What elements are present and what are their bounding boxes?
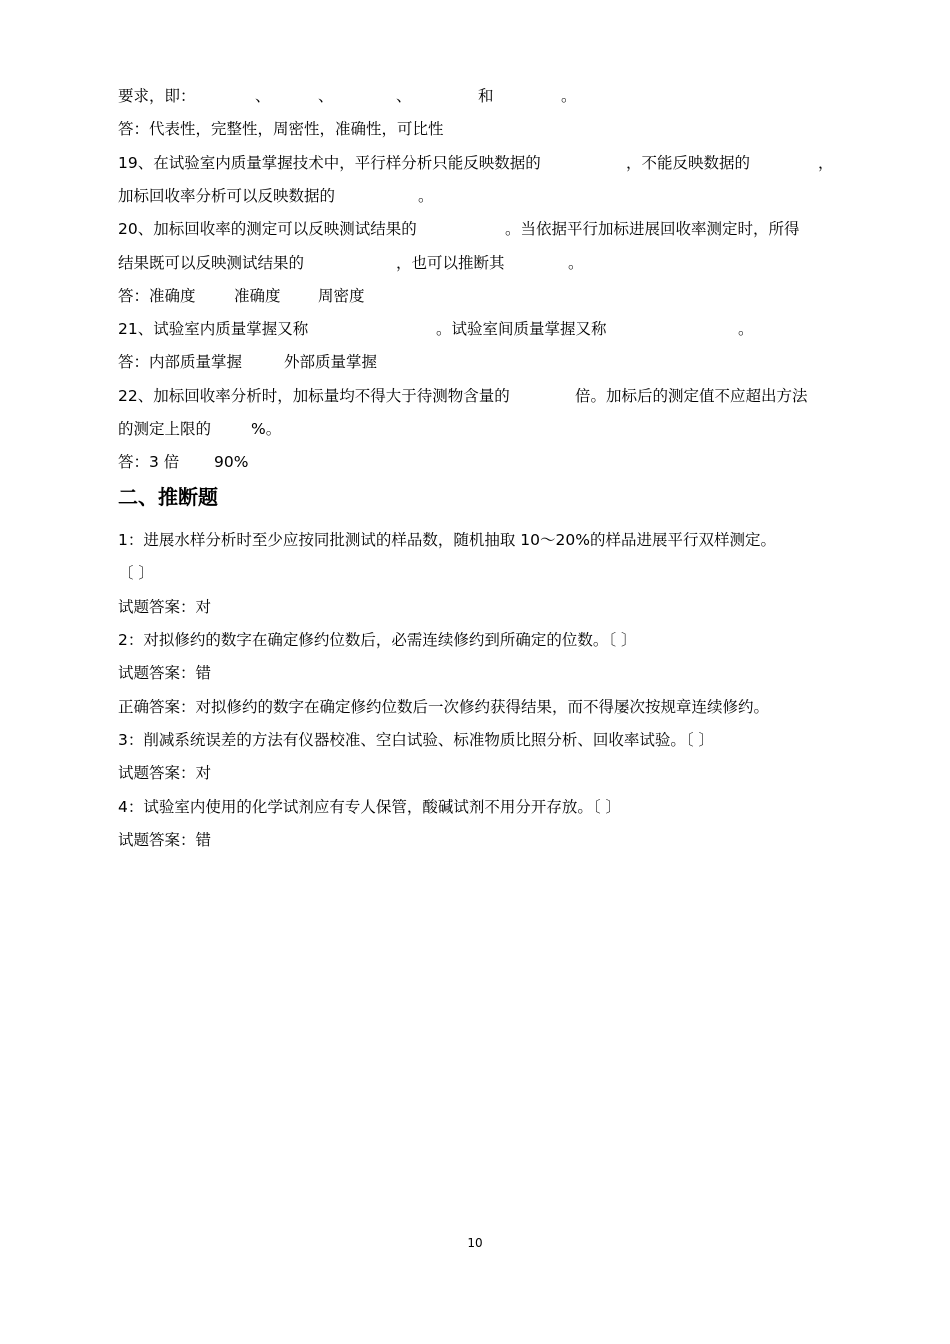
- q20-text: 。当依据平行加标进展回收率测定时，所得: [505, 220, 800, 238]
- q20-answer-1: 答：准确度: [118, 287, 196, 305]
- q21-text: 21、试验室内质量掌握又称: [118, 320, 309, 338]
- tf-bracket-1: 〔 〕: [118, 564, 154, 582]
- q22-answer-2: 90%: [214, 453, 249, 471]
- q19-text: 加标回收率分析可以反映数据的: [118, 187, 336, 205]
- tf-question-2: 2：对拟修约的数字在确定修约位数后，必需连续修约到所确定的位数。〔 〕: [118, 631, 637, 649]
- q21-answer: [118, 352, 838, 372]
- q22-text: 22、加标回收率分析时，加标量均不得大于待测物含量的: [118, 387, 510, 405]
- q21-line: [118, 319, 838, 339]
- q21-end: 。: [738, 320, 754, 338]
- section-heading: 二、推断题: [118, 485, 218, 509]
- tf-answer-4: 试题答案：错: [118, 831, 212, 849]
- q20-answer-2: 准确度: [234, 287, 281, 305]
- q20-end: 。: [568, 254, 584, 272]
- tf-question-4: 4：试验室内使用的化学试剂应有专人保管，酸碱试剂不用分开存放。〔 〕: [118, 798, 622, 816]
- q22-line2: [118, 419, 838, 439]
- q18-answer: 答：代表性，完整性，周密性，准确性，可比性: [118, 120, 444, 138]
- tf-answer-2: 试题答案：错: [118, 664, 212, 682]
- q18-sep: 、: [396, 87, 412, 105]
- q19-text: ，不能反映数据的: [626, 154, 751, 172]
- q19-end: 。: [418, 187, 434, 205]
- q22-text: 的测定上限的: [118, 420, 212, 438]
- q18-line: [118, 86, 838, 106]
- q18-end: 。: [561, 87, 577, 105]
- q22-line1: [118, 386, 838, 406]
- tf-correct-2: 正确答案：对拟修约的数字在确定修约位数后一次修约获得结果，而不得屡次按规章连续修约。: [118, 698, 770, 716]
- q22-text: %。: [251, 420, 282, 438]
- tf-question-1: 1：进展水样分析时至少应按同批测试的样品数，随机抽取 10～20%的样品进展平行双样测定。: [118, 531, 776, 549]
- q20-answer-3: 周密度: [318, 287, 365, 305]
- q20-text: 结果既可以反映测试结果的: [118, 254, 305, 272]
- tf-question-3: 3：削减系统误差的方法有仪器校准、空白试验、标准物质比照分析、回收率试验。〔 〕: [118, 731, 715, 749]
- q19-line1: [118, 153, 838, 173]
- q20-text: ，也可以推断其: [396, 254, 505, 272]
- q20-line1: [118, 219, 838, 239]
- q21-text: 。试验室间质量掌握又称: [436, 320, 607, 338]
- q22-answer: [118, 452, 838, 472]
- q18-sep: 、: [255, 87, 271, 105]
- q22-answer-1: 答：3 倍: [118, 453, 180, 471]
- tf-answer-3: 试题答案：对: [118, 764, 212, 782]
- q18-prefix: 要求，即：: [118, 87, 196, 105]
- tf-answer-1: 试题答案：对: [118, 598, 212, 616]
- q18-sep: 、: [318, 87, 334, 105]
- q18-and: 和: [478, 87, 494, 105]
- page-number: 10: [467, 1236, 483, 1250]
- q21-answer-1: 答：内部质量掌握: [118, 353, 243, 371]
- q19-text: ，: [818, 154, 834, 172]
- q21-answer-2: 外部质量掌握: [284, 353, 378, 371]
- q20-answer: [118, 286, 838, 306]
- q19-line2: [118, 186, 838, 206]
- q20-text: 20、加标回收率的测定可以反映测试结果的: [118, 220, 417, 238]
- q19-text: 19、在试验室内质量掌握技术中，平行样分析只能反映数据的: [118, 154, 541, 172]
- q20-line2: [118, 253, 838, 273]
- q22-text: 倍。加标后的测定值不应超出方法: [575, 387, 808, 405]
